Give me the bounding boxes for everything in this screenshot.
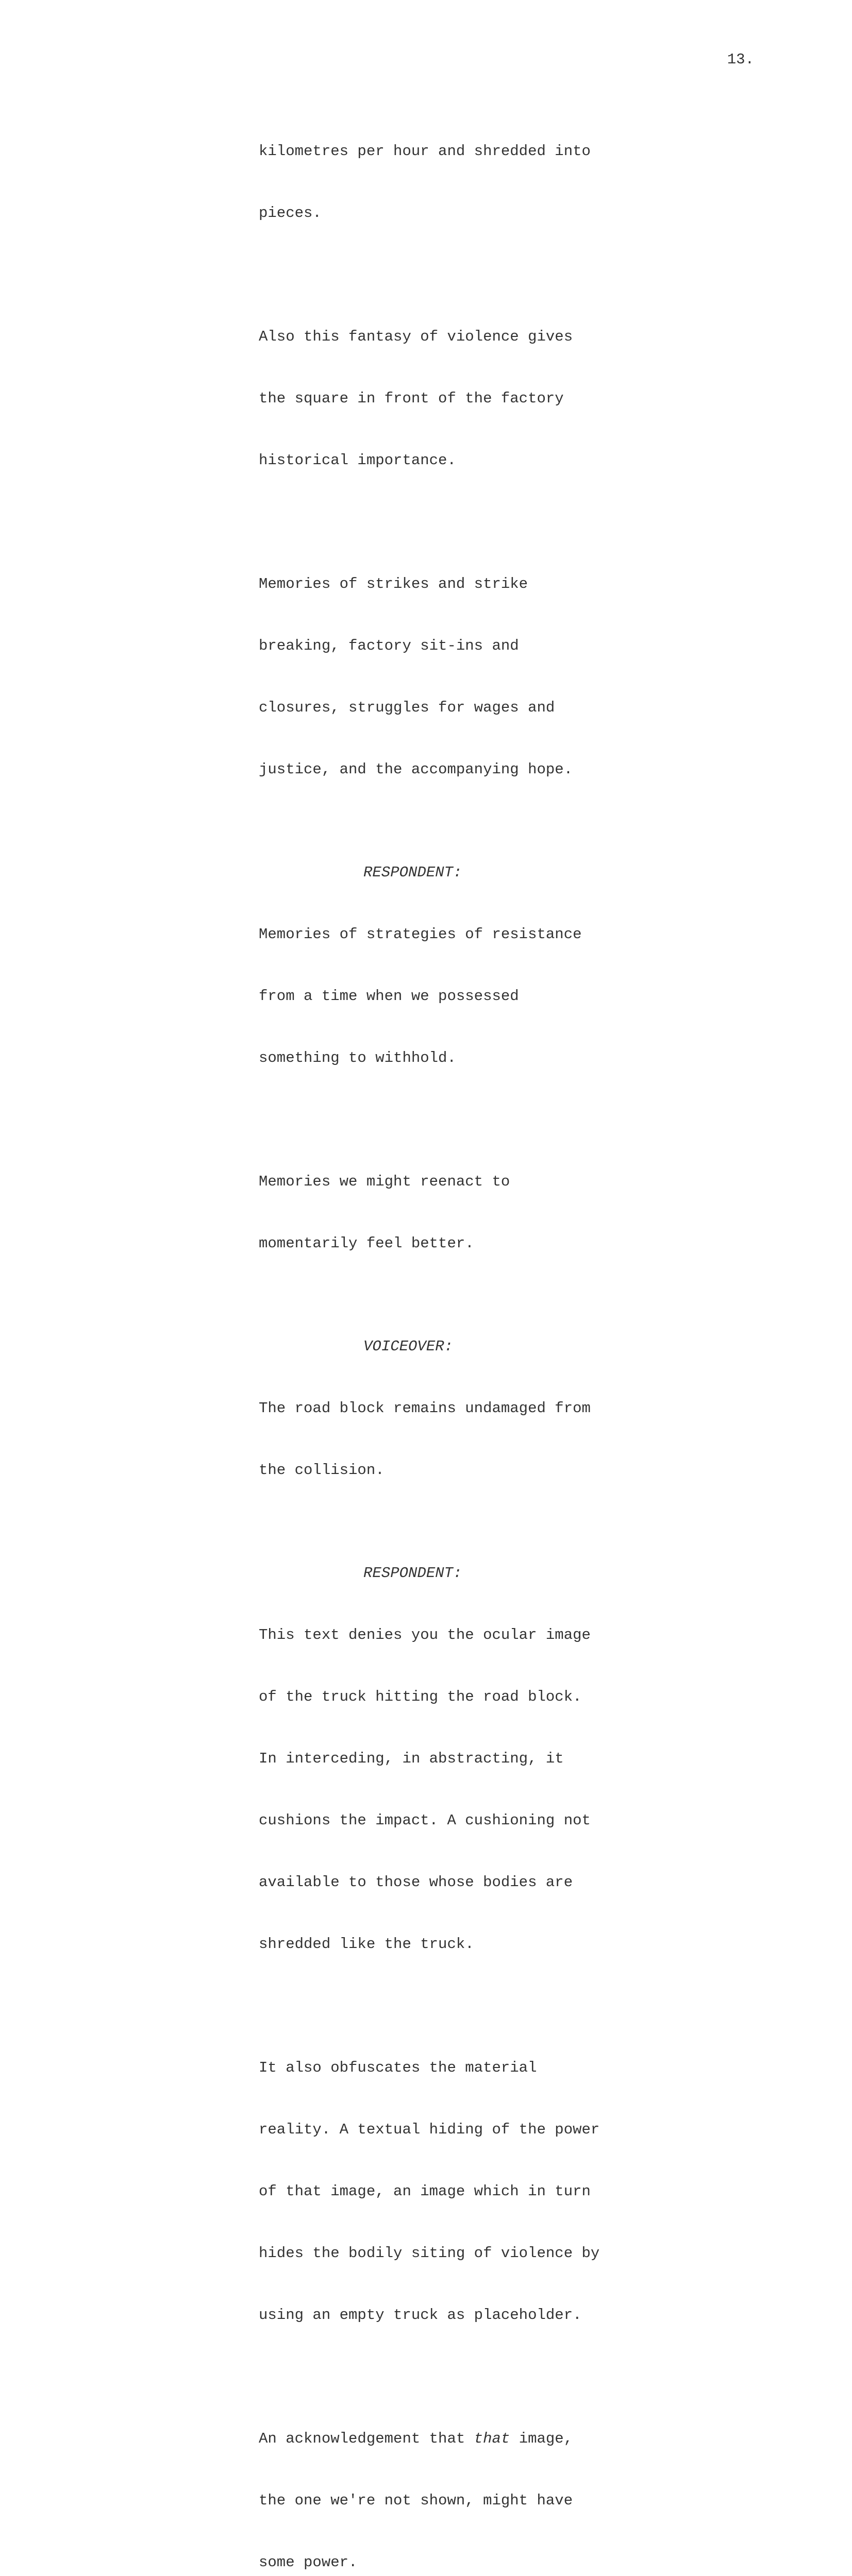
script-line: Also this fantasy of violence gives	[259, 328, 573, 345]
script-line: the collision.	[259, 1462, 385, 1479]
dialogue-block-respondent	[259, 1563, 650, 2576]
action-paragraph	[259, 100, 650, 265]
dialogue-paragraph	[259, 1130, 650, 1295]
dialogue-paragraph	[259, 1584, 650, 1996]
script-line: available to those whose bodies are	[259, 1874, 573, 1891]
script-line: breaking, factory sit-ins and	[259, 637, 519, 654]
dialogue-block-respondent	[259, 862, 650, 1295]
script-line: something to withhold.	[259, 1049, 456, 1066]
script-line	[259, 2429, 650, 2449]
script-line: historical importance.	[259, 452, 456, 469]
script-line: closures, struggles for wages and	[259, 699, 555, 716]
script-line: In interceding, in abstracting, it	[259, 1750, 564, 1767]
script-line: of that image, an image which in turn	[259, 2183, 591, 2200]
dialogue-paragraph	[259, 2016, 650, 2367]
script-line: It also obfuscates the material	[259, 2059, 537, 2076]
dialogue-block-voiceover	[259, 1336, 650, 1522]
text-run: An acknowledgement that	[259, 2430, 474, 2447]
script-line: Memories we might reenact to	[259, 1173, 510, 1190]
script-line: This text denies you the ocular image	[259, 1626, 591, 1643]
dialogue-paragraph	[259, 1357, 650, 1522]
script-line: from a time when we possessed	[259, 988, 519, 1005]
dialogue-paragraph	[259, 883, 650, 1110]
script-line: The road block remains undamaged from	[259, 1400, 591, 1417]
script-line: the square in front of the factory	[259, 390, 564, 407]
action-paragraph	[259, 533, 650, 821]
script-line: justice, and the accompanying hope.	[259, 761, 573, 778]
page-number: 13.	[727, 51, 754, 68]
action-paragraph	[259, 285, 650, 512]
script-line: Memories of strategies of resistance	[259, 926, 582, 943]
script-line: kilometres per hour and shredded into	[259, 143, 591, 160]
script-line: cushions the impact. A cushioning not	[259, 1812, 591, 1829]
speaker-name: RESPONDENT:	[363, 1565, 462, 1582]
script-line: shredded like the truck.	[259, 1936, 474, 1953]
script-body	[259, 100, 650, 2576]
text-run: image,	[510, 2430, 573, 2447]
emphasized-word: that	[474, 2430, 510, 2447]
dialogue-paragraph	[259, 2387, 650, 2576]
script-line: hides the bodily siting of violence by	[259, 2245, 600, 2262]
script-line: reality. A textual hiding of the power	[259, 2121, 600, 2138]
script-line: some power.	[259, 2554, 358, 2571]
script-line: momentarily feel better.	[259, 1235, 474, 1252]
script-line: Memories of strikes and strike	[259, 575, 528, 592]
script-line: of the truck hitting the road block.	[259, 1688, 582, 1705]
script-line: pieces.	[259, 205, 322, 222]
script-line: using an empty truck as placeholder.	[259, 2307, 582, 2324]
speaker-name: RESPONDENT:	[363, 864, 462, 881]
script-line: the one we're not shown, might have	[259, 2492, 573, 2509]
speaker-name: VOICEOVER:	[363, 1338, 454, 1355]
